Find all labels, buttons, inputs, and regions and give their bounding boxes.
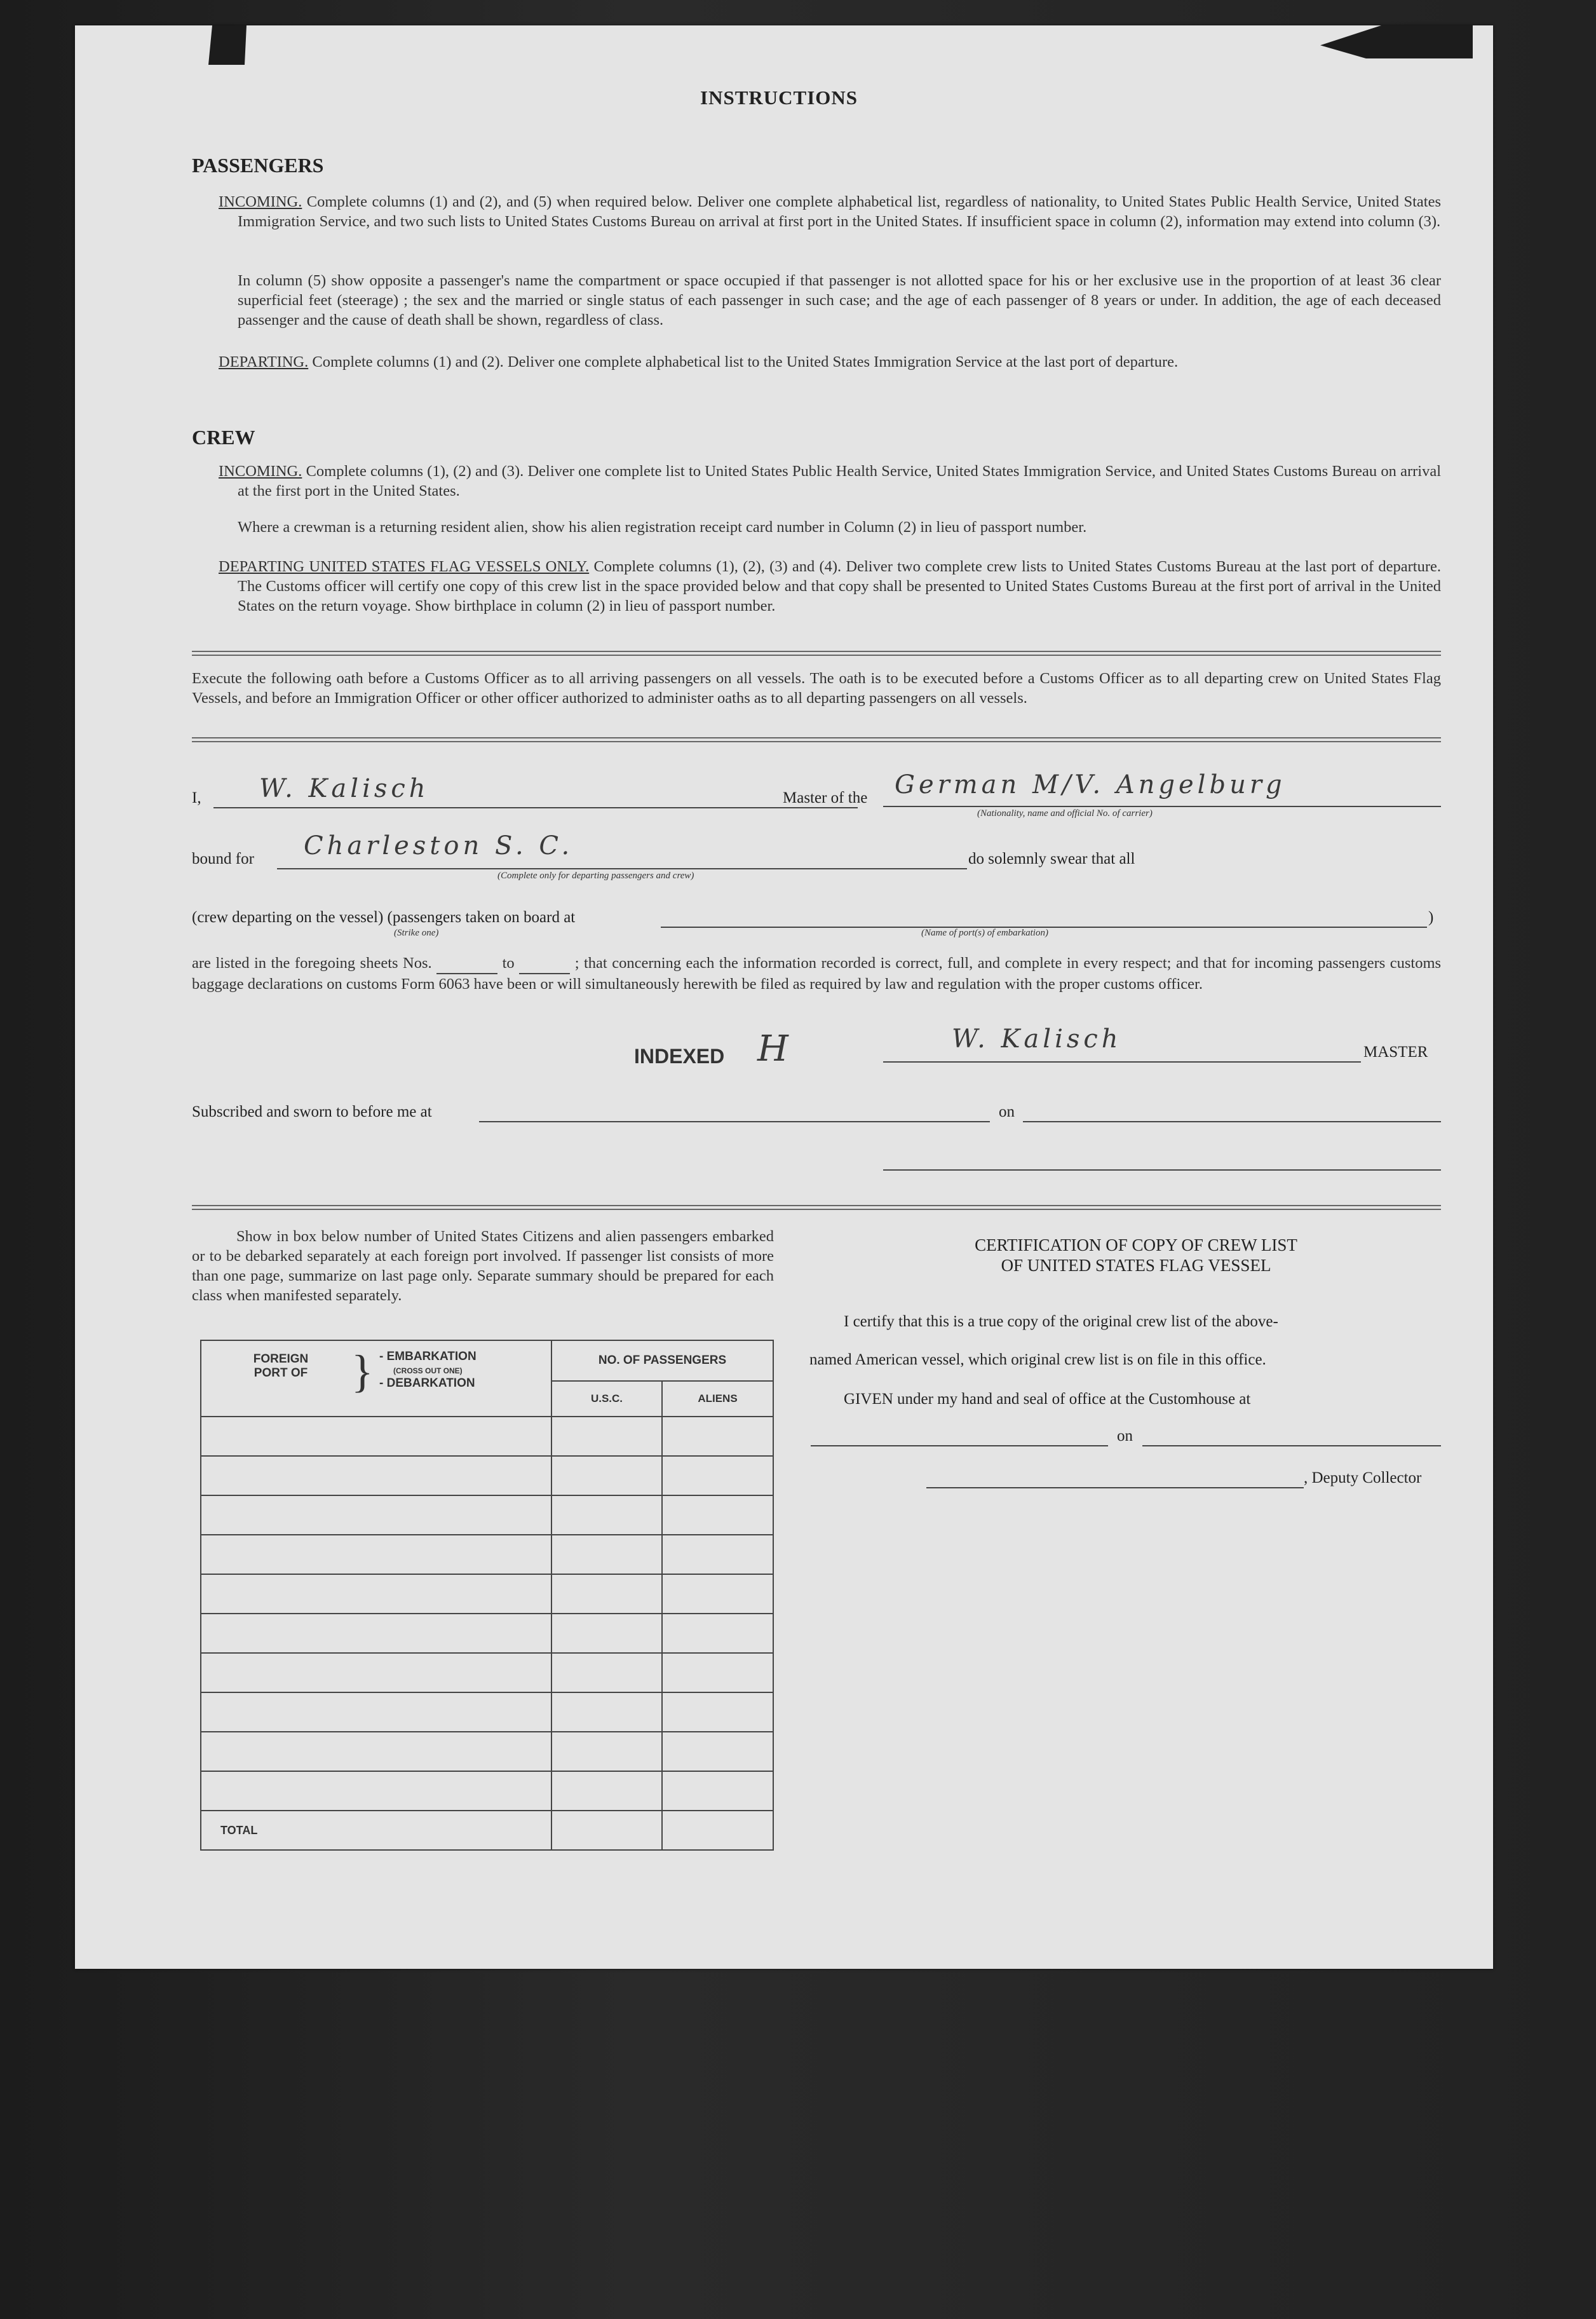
embarkation-label: - EMBARKATION: [379, 1350, 477, 1363]
crew-incoming-paragraph: [219, 461, 1441, 501]
crew-incoming-text: Complete columns (1), (2) and (3). Deliver one complete list to United States Public Health Service, United States Immigration Service, and United States Customs Bureau on arrival at the first port in the United States.: [238, 463, 1441, 500]
passengers-incoming-text: Complete columns (1) and (2), and (5) when required below. Deliver one complete alphabetical list, regardless of nationality, to United States Public Health Service, United States Immigration Service, and two such lists to United States Customs Bureau on arrival at first port in the United States. If insufficient space in column (2), information may extend into column (3).: [238, 193, 1441, 230]
sheet-to-blank: [519, 953, 570, 974]
table-row: [201, 1614, 773, 1653]
certification-date-line: [1142, 1445, 1441, 1446]
vessel-handwritten: German M/V. Angelburg: [895, 770, 1286, 799]
deputy-collector-line: [926, 1487, 1304, 1488]
crew-departing-label: DEPARTING UNITED STATES FLAG VESSELS ONLY.: [219, 558, 590, 575]
total-row: [201, 1811, 773, 1850]
subscribed-place-line: [479, 1121, 990, 1122]
crew-departing-paragraph: [219, 557, 1441, 616]
master-name-line: [213, 807, 858, 808]
certification-on-label: on: [1117, 1427, 1133, 1445]
table-row: [201, 1456, 773, 1495]
instructions-title: INSTRUCTIONS: [700, 86, 858, 109]
passengers-column5-paragraph: In column (5) show opposite a passenger's name the compartment or space occupied if that passenger is not allotted space for his or her exclusive use in the proportion of at least 36 clear superficial feet (steerage) ; the sex and the married or single status of each passenger in such case; and the age of each passenger of 8 years or under. In addition, the age of each deceased passenger and the cause of death shall be shown, regardless of class.: [238, 272, 1441, 329]
given-text: GIVEN under my hand and seal of office at the Customhouse at: [844, 1391, 1251, 1408]
indexed-stamp: INDEXED: [634, 1045, 725, 1068]
table-row: [201, 1732, 773, 1771]
table-row: [201, 1692, 773, 1732]
passengers-incoming-label: INCOMING.: [219, 193, 302, 210]
crew-departing-text: Complete columns (1), (2), (3) and (4). Deliver two complete crew lists to United States Customs Bureau at the last port of departure. The Customs officer will certify one copy of this crew list in the space provided below and that copy shall be presented to United States Customs Bureau at the first port of arrival in the United States on the return voyage. Show birthplace in column (2) in lieu of passport number.: [238, 558, 1441, 615]
no-passengers-header: NO. OF PASSENGERS: [551, 1340, 773, 1381]
summary-instructions: Show in box below number of United States Citizens and alien passengers embarked or to be debarked separately at each foreign port involved. If passenger list consists of more than one page, summarize on last page only. Separate summary should be prepared for each class when manifested separately.: [192, 1228, 774, 1304]
bound-for-label: bound for: [192, 850, 254, 867]
bound-caption: (Complete only for departing passengers and crew): [497, 871, 694, 881]
signature-line: [883, 1061, 1361, 1063]
certify-line2: named American vessel, which original crew list is on file in this office.: [809, 1351, 1266, 1368]
sheets-paragraph: [192, 953, 1441, 994]
passengers-departing-text: Complete columns (1) and (2). Deliver one complete alphabetical list to the United States Immigration Service at the last port of departure.: [312, 353, 1179, 371]
foreign-port-label: FOREIGN PORT OF: [253, 1352, 309, 1380]
usc-header: U.S.C.: [551, 1381, 662, 1417]
sheets-prefix: are listed in the foregoing sheets Nos.: [192, 955, 432, 972]
crew-resident-paragraph: Where a crewman is a returning resident alien, show his alien registration receipt card number in Column (2) in lieu of passport number.: [238, 519, 1087, 536]
table-row: [201, 1771, 773, 1811]
sheets-rest: ; that concerning each the information recorded is correct, full, and complete in every respect; and that for incoming passengers customs baggage declarations on customs Form 6063 have been or will simultaneously herewith be filed as required by law and regulation with the proper customs officer.: [192, 955, 1442, 993]
customhouse-line: [811, 1445, 1108, 1446]
aliens-header: ALIENS: [662, 1381, 773, 1417]
indexed-initials: H: [757, 1028, 792, 1070]
torn-corner-left: [208, 25, 247, 65]
table-row: [201, 1653, 773, 1692]
vessel-caption: (Nationality, name and official No. of carrier): [977, 808, 1153, 819]
passengers-departing-paragraph: [219, 352, 1441, 372]
oath-instruction-paragraph: Execute the following oath before a Customs Officer as to all arriving passengers on all vessels. The oath is to be executed before a Customs Officer as to all departing crew on United States Flag Vessels, and before an Immigration Officer or other officer authorized to administer oaths as to all departing passengers on all vessels.: [192, 670, 1441, 707]
master-signature: W. Kalisch: [952, 1024, 1122, 1054]
passenger-summary-table: [200, 1340, 774, 1851]
sheet-from-blank: [436, 953, 497, 974]
officer-signature-line: [883, 1169, 1441, 1171]
vessel-line: [883, 806, 1441, 807]
subscribed-label: Subscribed and sworn to before me at: [192, 1103, 432, 1120]
swear-text: do solemnly swear that all: [968, 850, 1135, 867]
brace: }: [351, 1346, 374, 1397]
master-of-label: Master of the: [783, 789, 868, 806]
master-label: MASTER: [1363, 1044, 1428, 1061]
divider: [192, 737, 1441, 742]
torn-corner-right: [1320, 25, 1473, 58]
port-header-cell: [201, 1340, 551, 1417]
total-label: TOTAL: [201, 1811, 551, 1850]
document-page: [75, 25, 1493, 1969]
table-row: [201, 1574, 773, 1614]
close-paren: ): [1428, 909, 1434, 926]
sheets-to-label: to: [502, 955, 515, 972]
oath-i-label: I,: [192, 789, 201, 806]
master-name-handwritten: W. Kalisch: [259, 774, 429, 803]
crew-departing-text: (crew departing on the vessel) (passengers taken on board at: [192, 909, 576, 926]
ports-caption: (Name of port(s) of embarkation): [921, 928, 1048, 938]
certification-title-line2: OF UNITED STATES FLAG VESSEL: [1001, 1256, 1271, 1275]
table-row: [201, 1535, 773, 1574]
deputy-collector-label: , Deputy Collector: [1304, 1469, 1422, 1486]
passengers-departing-label: DEPARTING.: [219, 353, 309, 371]
divider: [192, 651, 1441, 656]
passengers-heading: PASSENGERS: [192, 154, 324, 177]
cross-out-label: (CROSS OUT ONE): [393, 1366, 463, 1375]
certification-title-line1: CERTIFICATION OF COPY OF CREW LIST: [975, 1235, 1297, 1255]
subscribed-on-label: on: [999, 1103, 1015, 1120]
strike-caption: (Strike one): [394, 928, 439, 938]
table-row: [201, 1417, 773, 1456]
debarkation-label: - DEBARKATION: [379, 1377, 475, 1390]
bound-for-handwritten: Charleston S. C.: [304, 831, 574, 860]
certify-line1: I certify that this is a true copy of the original crew list of the above-: [844, 1313, 1278, 1330]
subscribed-date-line: [1023, 1121, 1441, 1122]
crew-incoming-label: INCOMING.: [219, 463, 302, 480]
divider: [192, 1205, 1441, 1210]
passengers-incoming-paragraph: [219, 192, 1441, 231]
bound-for-line: [277, 868, 967, 869]
table-row: [201, 1495, 773, 1535]
crew-heading: CREW: [192, 426, 255, 449]
